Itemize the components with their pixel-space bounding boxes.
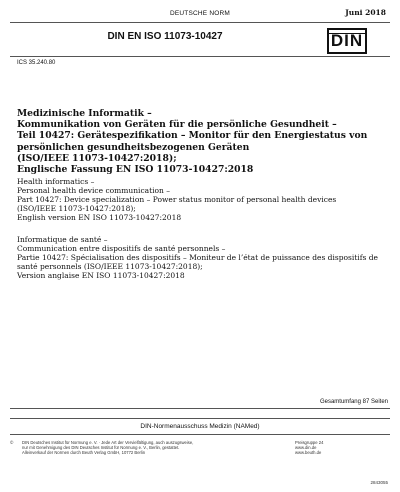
din-link[interactable]: www.din.de xyxy=(295,445,317,451)
english-title-line: Personal health device communication – xyxy=(17,185,171,195)
copyright-line: Alleinverkauf der Normen durch Beuth Verlag GmbH, 10772 Berlin xyxy=(22,450,146,456)
beuth-link[interactable]: www.beuth.de xyxy=(295,450,322,456)
french-title-line: Communication entre dispositifs de santé personnels – xyxy=(17,243,226,253)
document-type-label: DEUTSCHE NORM xyxy=(169,10,231,17)
copyright-notice xyxy=(22,440,252,456)
footer-rule-lower xyxy=(10,434,390,435)
french-title-line: Version anglaise EN ISO 11073-10427:2018 xyxy=(17,270,185,280)
german-title-line: (ISO/IEEE 11073-10427:2018); xyxy=(17,152,177,164)
standard-number: DIN EN ISO 11073-10427 xyxy=(107,31,223,42)
committee-rule xyxy=(10,418,390,419)
copyright-line: DIN Deutsches Institut für Normung e. V. · Jede Art der Vervielfältigung, auch auszugsweise, xyxy=(22,440,194,445)
english-title-line: Health informatics – xyxy=(17,177,95,186)
copyright-symbol: © xyxy=(10,440,14,445)
french-title-line: santé personnels (ISO/IEEE 11073-10427:2018); xyxy=(17,261,203,271)
page-count: Gesamtumfang 87 Seiten xyxy=(319,399,388,405)
price-group-info xyxy=(295,440,365,456)
header-rule-bottom xyxy=(10,56,390,57)
english-title-line: English version EN ISO 11073-10427:2018 xyxy=(17,212,182,222)
french-title-line: Informatique de santé – xyxy=(17,235,108,244)
german-title-line: persönlichen gesundheitsbezogenen Geräten xyxy=(17,141,250,153)
din-logo-text: DIN xyxy=(330,31,364,50)
copyright-line: nur mit Genehmigung des DIN Deutsches Institut für Normung e. V., Berlin, gestattet. xyxy=(22,445,180,451)
publication-date: Juni 2018 xyxy=(345,8,386,17)
french-title-line: Partie 10427: Spécialisation des dispositifs – Moniteur de l’état de puissance des dispositifs de xyxy=(17,252,378,262)
header-rule-top xyxy=(10,22,390,23)
committee-name: DIN-Normenausschuss Medizin (NAMed) xyxy=(140,423,260,430)
english-title-line: Part 10427: Device specialization – Power status monitor of personal health devices xyxy=(17,194,337,204)
german-title-line: Kommunikation von Geräten für die persönliche Gesundheit – xyxy=(17,119,337,131)
document-number: 2843055 xyxy=(370,480,388,485)
price-group: Preisgruppe 24 xyxy=(295,440,324,445)
german-title-line: Teil 10427: Gerätespezifikation – Monitor für den Energiestatus von xyxy=(17,130,368,142)
english-title xyxy=(17,178,387,223)
german-title-line: Englische Fassung EN ISO 11073-10427:2018 xyxy=(17,164,254,176)
footer-rule-upper xyxy=(10,408,390,409)
english-title-line: (ISO/IEEE 11073-10427:2018); xyxy=(17,203,136,213)
din-logo xyxy=(327,28,367,54)
ics-code: ICS 35.240.80 xyxy=(17,60,56,66)
german-title xyxy=(17,108,387,175)
french-title xyxy=(17,236,387,281)
german-title-line: Medizinische Informatik – xyxy=(17,108,152,119)
